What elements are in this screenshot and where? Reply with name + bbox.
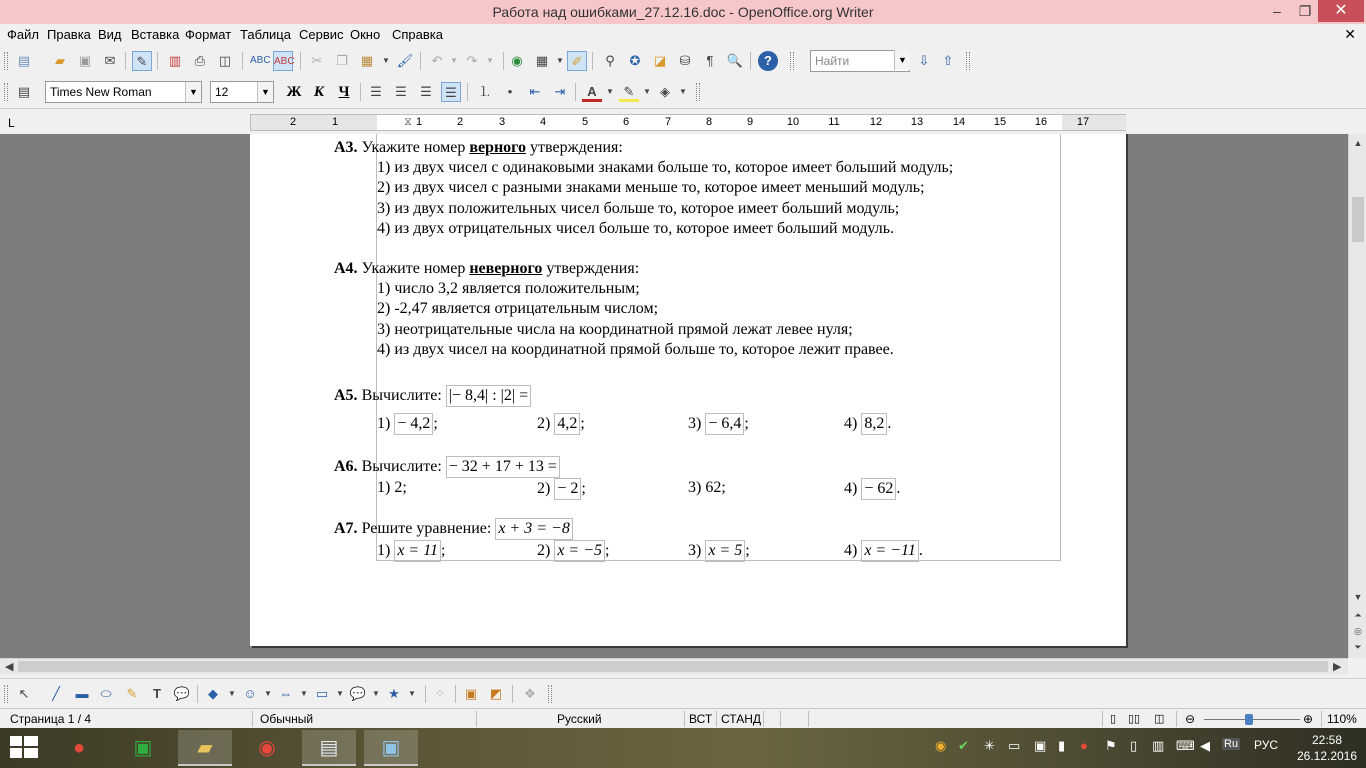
maximize-button[interactable]: ❐ [1298, 3, 1312, 19]
font-name-dropdown-icon[interactable]: ▼ [185, 82, 201, 102]
align-right-icon[interactable]: ☰ [420, 84, 432, 99]
zoom-slider-knob[interactable] [1245, 714, 1253, 725]
formula-box[interactable]: |− 8,4| : |2| = [446, 385, 531, 407]
previous-page-icon[interactable]: ⏶ [1354, 610, 1362, 620]
status-bar [0, 708, 1366, 728]
ruler-number: 3 [498, 116, 506, 128]
answer-row: 1) − 4,2 ; 2) 4,2 ; 3) − 6,4 ; 4) 8,2 . [334, 413, 1064, 434]
ruler-number: 1 [415, 116, 423, 128]
question-a4: А4. Укажите номер неверного утверждения: [334, 260, 640, 278]
navigator-icon[interactable]: ✪ [629, 53, 641, 68]
basic-shapes-dropdown-icon[interactable]: ▼ [228, 689, 236, 698]
title-bar [0, 0, 1366, 24]
open-icon[interactable]: ▰ [55, 53, 65, 68]
symbol-shapes-dropdown-icon[interactable]: ▼ [264, 689, 272, 698]
new-document-icon[interactable]: ▤ [17, 53, 31, 68]
file-explorer-icon[interactable]: ▰ [178, 730, 232, 766]
list-item: 4) из двух чисел на координатной прямой больше то, которое лежит правее. [377, 340, 894, 358]
list-item: 3) неотрицательные числа на координатной прямой лежат левее нуля; [377, 320, 853, 338]
tray-alert-icon[interactable]: ● [1080, 738, 1088, 753]
menu-insert[interactable]: Вставка [131, 27, 180, 42]
formula-box[interactable]: − 32 + 17 + 13 = [446, 456, 560, 478]
undo-dropdown-icon[interactable]: ▼ [450, 56, 458, 65]
data-sources-icon[interactable]: ⛁ [679, 53, 691, 68]
menu-format[interactable]: Формат [185, 27, 232, 42]
ruler-number: 7 [664, 116, 672, 128]
tab-type-selector[interactable]: L [8, 116, 15, 130]
list-item: 1) число 3,2 является положительным; [377, 280, 640, 298]
redo-dropdown-icon[interactable]: ▼ [486, 56, 494, 65]
answer-row: 1) x = 11 ; 2) x = −5 ; 3) x = 5 ; 4) x = −11 . [334, 540, 1064, 561]
tray-app-icon[interactable]: ◉ [935, 738, 947, 753]
rectangle-icon[interactable]: ▬ [75, 686, 89, 701]
copy-icon[interactable]: ❐ [336, 53, 348, 68]
print-preview-icon[interactable]: ◫ [218, 53, 232, 68]
store-icon[interactable]: ▣ [133, 737, 153, 759]
toolbar-grip[interactable] [4, 52, 8, 70]
paste-icon[interactable]: ▦ [360, 53, 374, 68]
windows-logo-icon [10, 736, 22, 746]
drawing-toolbar [0, 678, 1366, 706]
ruler-number: 11 [828, 116, 840, 128]
keyboard-layout[interactable]: Ru [1224, 738, 1239, 750]
formula-box[interactable]: 8,2 [861, 413, 887, 435]
undo-icon[interactable]: ↶ [431, 53, 443, 68]
indent-marker[interactable]: ⧖ [404, 116, 412, 128]
tray-display-icon[interactable]: ▣ [1034, 738, 1047, 753]
help-icon[interactable]: ? [758, 51, 778, 71]
block-arrows-dropdown-icon[interactable]: ▼ [300, 689, 308, 698]
close-button[interactable]: ✕ [1318, 0, 1364, 22]
block-arrows-icon[interactable]: ⇔ [279, 686, 293, 701]
font-size-dropdown-icon[interactable]: ▼ [257, 82, 273, 102]
input-language[interactable]: РУС [1254, 738, 1279, 752]
gallery-icon[interactable]: ◪ [653, 53, 667, 68]
scroll-left-icon[interactable]: ◀ [5, 661, 14, 673]
formatting-marks-icon[interactable]: ¶ [706, 53, 714, 68]
question-a7: А7. Решите уравнение: x + 3 = −8 [334, 518, 1064, 540]
ruler-number: 2 [456, 116, 464, 128]
highlighting-icon[interactable]: ✎ [619, 82, 639, 102]
document-text[interactable] [334, 138, 1064, 561]
menu-help[interactable]: Справка [392, 27, 443, 42]
answer-row: 1) 2; 2) − 2 ; 3) 62; 4) − 62 . [334, 478, 1064, 499]
formula-box[interactable]: − 6,4 [705, 413, 744, 435]
font-color-dropdown-icon[interactable]: ▼ [606, 87, 614, 96]
decrease-indent-icon[interactable]: ⇤ [529, 84, 541, 99]
horizontal-scrollbar[interactable] [0, 658, 1348, 674]
ellipse-icon[interactable]: ⬭ [100, 686, 112, 701]
export-pdf-icon[interactable]: ▥ [168, 53, 182, 68]
basic-shapes-icon[interactable]: ◆ [208, 686, 218, 701]
menu-view[interactable]: Вид [98, 27, 122, 42]
tray-usb-icon[interactable]: ▯ [1130, 738, 1138, 753]
writer-taskbar-icon[interactable]: ▤ [302, 730, 356, 766]
stars-dropdown-icon[interactable]: ▼ [408, 689, 416, 698]
formatting-toolbar [0, 77, 1366, 107]
language-indicator[interactable]: Русский [557, 712, 602, 726]
page-style[interactable]: Обычный [260, 712, 314, 726]
menu-edit[interactable]: Правка [47, 27, 91, 42]
stars-icon[interactable]: ★ [388, 686, 400, 701]
start-button[interactable] [10, 736, 38, 760]
vertical-scroll-thumb[interactable] [1352, 197, 1364, 242]
list-item: 2) -2,47 является отрицательным числом; [377, 300, 659, 318]
formula-box[interactable]: − 62 [861, 478, 896, 500]
multi-page-view-icon[interactable]: ▯▯ [1128, 713, 1141, 725]
callout-icon[interactable]: 💬 [173, 686, 191, 701]
edit-mode-icon[interactable]: ✎ [132, 51, 152, 71]
increase-indent-icon[interactable]: ⇥ [554, 84, 566, 99]
clock-time: 22:58 [1311, 733, 1343, 747]
navigation-icon[interactable]: ◎ [1354, 626, 1362, 636]
hyperlink-icon[interactable]: ◉ [511, 53, 523, 68]
select-arrow-icon[interactable]: ↖ [18, 686, 30, 701]
formula-box[interactable]: x = −11 [861, 540, 919, 562]
minimize-button[interactable]: ‒ [1273, 3, 1281, 19]
list-item: 2) из двух чисел с разными знаками меньше то, которое имеет меньший модуль; [377, 179, 925, 197]
system-clock[interactable] [1296, 732, 1358, 764]
toolbar-grip[interactable] [4, 83, 8, 101]
formula-box[interactable]: x = 5 [705, 540, 745, 562]
single-page-view-icon[interactable]: ▯ [1110, 713, 1117, 725]
underline-button[interactable]: Ч [338, 84, 350, 100]
tray-settings-icon[interactable]: ✳ [984, 738, 995, 753]
zoom-out-icon[interactable]: ⊖ [1185, 712, 1196, 726]
scroll-up-icon[interactable]: ▲ [1353, 138, 1363, 148]
find-dropdown-icon[interactable]: ▼ [894, 50, 910, 70]
list-item: 1) из двух чисел с одинаковыми знаками больше то, которое имеет больший модуль; [377, 159, 954, 177]
flowcharts-dropdown-icon[interactable]: ▼ [336, 689, 344, 698]
spellcheck-icon[interactable]: ABC [250, 55, 271, 66]
paste-dropdown-icon[interactable]: ▼ [382, 56, 390, 65]
ruler-number: 13 [910, 116, 924, 128]
font-size-box[interactable] [210, 81, 274, 103]
clone-formatting-icon[interactable]: 🖌 [396, 53, 414, 68]
highlighting-dropdown-icon[interactable]: ▼ [643, 87, 651, 96]
taskbar [0, 728, 1366, 768]
formula-box[interactable]: 4,2 [554, 413, 580, 435]
show-draw-functions-icon[interactable]: ✐ [567, 51, 587, 71]
menu-bar [0, 24, 1366, 46]
extrusion-icon[interactable]: ❖ [524, 686, 536, 701]
menu-tools[interactable]: Сервис [299, 27, 344, 42]
list-item: 3) из двух положительных чисел больше то, которое имеет больший модуль; [377, 199, 900, 217]
formula-box[interactable]: − 4,2 [394, 413, 433, 435]
bullets-icon[interactable]: • [507, 84, 513, 99]
styles-formatting-icon[interactable]: ▤ [17, 84, 31, 99]
clock-date: 26.12.2016 [1296, 749, 1358, 763]
next-page-icon[interactable]: ⏷ [1354, 642, 1362, 652]
email-icon[interactable]: ✉ [104, 53, 116, 68]
callouts-dropdown-icon[interactable]: ▼ [372, 689, 380, 698]
keyboard-icon[interactable]: ⌨ [1176, 738, 1195, 753]
menu-table[interactable]: Таблица [240, 27, 291, 42]
opera-icon[interactable]: ● [72, 737, 86, 759]
volume-icon[interactable]: ◀ [1200, 738, 1210, 753]
find-replace-icon[interactable]: ⚲ [605, 53, 615, 68]
ruler-number: 10 [786, 116, 800, 128]
ruler-number: 5 [581, 116, 589, 128]
from-file-icon[interactable]: ◩ [489, 686, 503, 701]
font-size-value: 12 [215, 85, 229, 99]
ruler-number: 14 [952, 116, 966, 128]
table-dropdown-icon[interactable]: ▼ [556, 56, 564, 65]
window-title: Работа над ошибками_27.12.16.doc - OpenOffice.org Writer [492, 4, 874, 20]
ruler-number: 1 [331, 116, 339, 128]
ruler-number: 4 [539, 116, 547, 128]
align-left-icon[interactable]: ☰ [370, 84, 382, 99]
tray-flag-icon[interactable]: ⚑ [1105, 738, 1117, 753]
ruler-bar [0, 108, 1366, 134]
close-document-button[interactable]: ✕ [1344, 26, 1356, 42]
tray-check-icon[interactable]: ✔ [958, 738, 969, 753]
zoom-in-icon[interactable]: ⊕ [1303, 712, 1314, 726]
selection-mode[interactable]: СТАНД [721, 712, 761, 726]
question-a3: А3. Укажите номер верного утверждения: [334, 139, 623, 156]
numbering-icon[interactable]: ⒈ [478, 84, 492, 99]
scroll-right-icon[interactable]: ▶ [1333, 661, 1342, 673]
font-color-icon[interactable]: A [582, 82, 602, 102]
find-next-icon[interactable]: ⇩ [918, 53, 930, 68]
scroll-down-icon[interactable]: ▼ [1353, 592, 1363, 602]
background-color-icon[interactable]: ◈ [660, 84, 670, 99]
background-color-dropdown-icon[interactable]: ▼ [679, 87, 687, 96]
book-view-icon[interactable]: ◫ [1154, 713, 1165, 725]
ruler-number: 16 [1034, 116, 1048, 128]
symbol-shapes-icon[interactable]: ☺ [243, 686, 257, 701]
find-previous-icon[interactable]: ⇧ [942, 53, 954, 68]
redo-icon[interactable]: ↷ [466, 53, 478, 68]
ruler-number: 8 [705, 116, 713, 128]
text-icon[interactable]: T [153, 686, 161, 701]
line-icon[interactable]: ╱ [52, 686, 60, 701]
ruler-number: 2 [289, 116, 297, 128]
page-indicator[interactable]: Страница 1 / 4 [10, 712, 92, 726]
tray-device-icon[interactable]: ▮ [1058, 738, 1066, 753]
font-name-value: Times New Roman [50, 85, 152, 99]
flowcharts-icon[interactable]: ▭ [315, 686, 329, 701]
autospellcheck-icon[interactable]: ABC [273, 51, 293, 71]
ruler-number: 17 [1076, 116, 1090, 128]
ruler-number: 15 [993, 116, 1007, 128]
ruler-number: 9 [746, 116, 754, 128]
formula-box[interactable]: x + 3 = −8 [495, 518, 573, 540]
image-viewer-icon[interactable]: ▣ [364, 730, 418, 766]
print-icon[interactable]: ⎙ [194, 53, 206, 68]
question-a6: А6. Вычислите: − 32 + 17 + 13 = [334, 456, 1064, 478]
question-a5: А5. Вычислите: |− 8,4| : |2| = [334, 385, 1064, 407]
horizontal-ruler[interactable] [250, 114, 1126, 131]
save-icon[interactable]: ▣ [78, 53, 92, 68]
tray-network-icon[interactable]: ▥ [1152, 738, 1165, 753]
fontwork-icon[interactable]: ▣ [464, 686, 478, 701]
chrome-icon[interactable]: ◉ [258, 737, 276, 759]
zoom-icon[interactable]: 🔍 [726, 53, 744, 68]
italic-button[interactable]: К [313, 84, 325, 100]
horizontal-scroll-thumb[interactable] [18, 661, 1328, 672]
tray-monitor-icon[interactable]: ▭ [1008, 738, 1021, 753]
zoom-level[interactable]: 110% [1327, 712, 1357, 726]
ruler-number: 12 [869, 116, 883, 128]
formula-box[interactable]: x = −5 [554, 540, 605, 562]
align-center-icon[interactable]: ☰ [395, 84, 407, 99]
ruler-number: 6 [622, 116, 630, 128]
menu-file[interactable]: Файл [7, 27, 39, 42]
document-area [0, 134, 1348, 658]
menu-window[interactable]: Окно [350, 27, 381, 42]
vertical-scrollbar[interactable] [1348, 134, 1366, 658]
list-item: 4) из двух отрицательных чисел больше то, которое имеет больший модуль. [377, 219, 894, 237]
points-icon[interactable]: ⁘ [434, 686, 446, 701]
bold-button[interactable]: Ж [286, 84, 302, 100]
justify-icon[interactable]: ☰ [441, 82, 461, 102]
insert-mode[interactable]: ВСТ [689, 712, 713, 726]
font-name-box[interactable] [45, 81, 202, 103]
freeform-icon[interactable]: ✎ [126, 686, 138, 701]
formula-box[interactable]: − 2 [554, 478, 581, 500]
formula-box[interactable]: x = 11 [394, 540, 441, 562]
document-page[interactable] [250, 134, 1126, 646]
cut-icon[interactable]: ✂ [311, 53, 323, 68]
table-icon[interactable]: ▦ [535, 53, 549, 68]
callouts-icon[interactable]: 💬 [349, 686, 367, 701]
find-input[interactable]: Найти [810, 50, 910, 72]
standard-toolbar [0, 46, 1366, 76]
